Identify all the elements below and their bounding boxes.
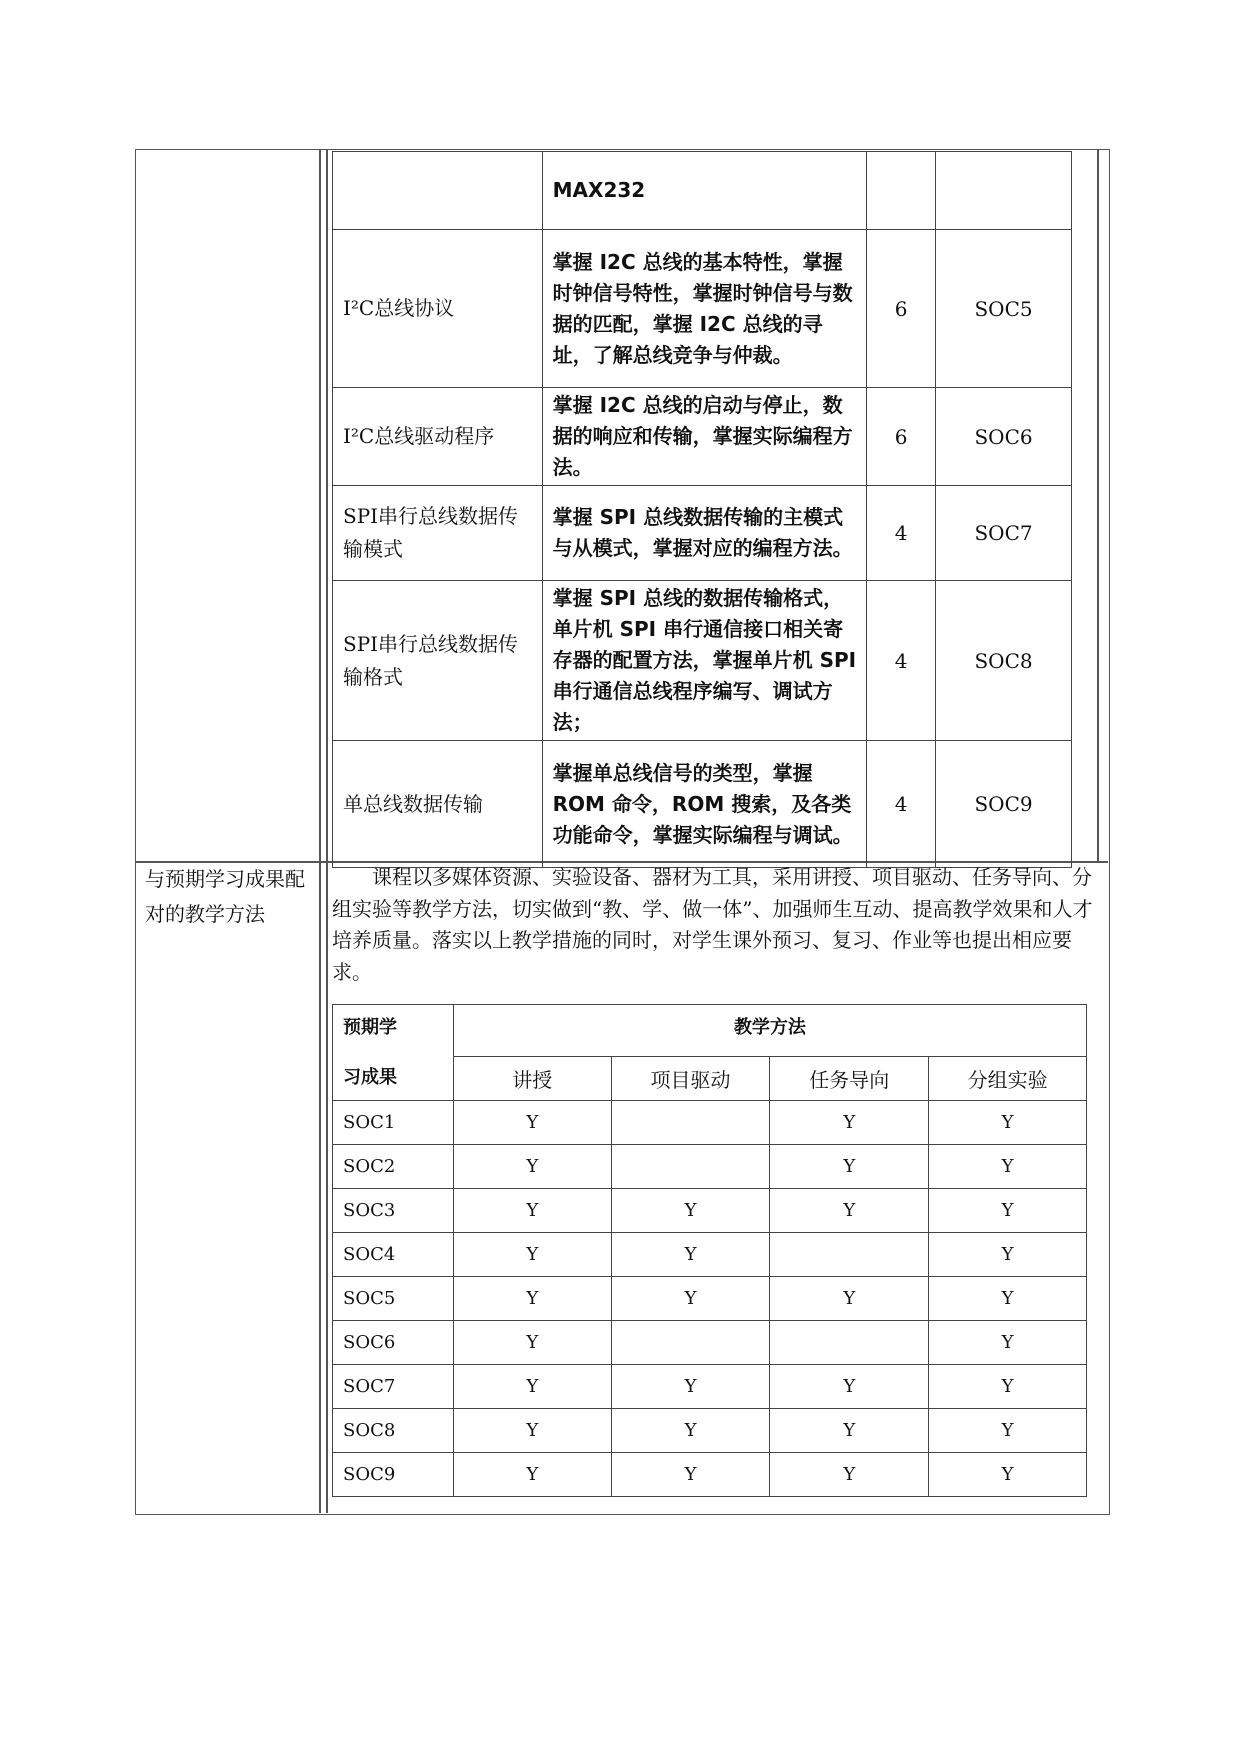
method-mark: Y	[453, 1321, 611, 1365]
outcome-header-line: 习成果	[343, 1067, 397, 1088]
topic-name: SPI串行总线数据传输格式	[333, 581, 543, 741]
method-mark: Y	[929, 1409, 1087, 1453]
method-mark: Y	[611, 1409, 770, 1453]
method-mark: Y	[770, 1277, 929, 1321]
topic-description: 掌握 SPI 总线的数据传输格式，单片机 SPI 串行通信接口相关寄存器的配置方法，掌握单片机 SPI 串行通信总线程序编写、调试方法；	[542, 581, 867, 741]
methods-header: 教学方法	[453, 1005, 1086, 1057]
outcome-code: SOC4	[333, 1233, 454, 1277]
topic-description: MAX232	[542, 152, 867, 230]
matrix-row	[333, 1321, 1087, 1365]
topic-hours: 6	[867, 230, 936, 388]
topic-hours: 4	[867, 741, 936, 868]
method-mark	[770, 1233, 929, 1277]
method-mark: Y	[929, 1233, 1087, 1277]
outcome-code: SOC3	[333, 1189, 454, 1233]
topic-description: 掌握 I2C 总线的启动与停止，数据的响应和传输，掌握实际编程方法。	[542, 388, 867, 486]
topic-hours: 4	[867, 581, 936, 741]
methods-paragraph: 课程以多媒体资源、实验设备、器材为工具，采用讲授、项目驱动、任务导向、分组实验等教学方法，切实做到“教、学、做一体”、加强师生互动、提高教学效果和人才培养质量。落实以上教学措施的同时，对学生课外预习、复习、作业等也提出相应要求。	[332, 865, 1093, 984]
topic-soc: SOC9	[936, 741, 1072, 868]
method-header: 项目驱动	[611, 1057, 770, 1101]
method-mark: Y	[770, 1365, 929, 1409]
topics-table	[332, 151, 1072, 868]
topic-soc: SOC8	[936, 581, 1072, 741]
topic-name: 单总线数据传输	[333, 741, 543, 868]
method-mark	[770, 1321, 929, 1365]
method-mark: Y	[611, 1453, 770, 1497]
method-mark	[611, 1321, 770, 1365]
method-mark: Y	[929, 1277, 1087, 1321]
method-header: 任务导向	[770, 1057, 929, 1101]
method-mark: Y	[611, 1233, 770, 1277]
method-mark	[611, 1145, 770, 1189]
topic-name: SPI串行总线数据传输模式	[333, 486, 543, 581]
topic-description: 掌握 I2C 总线的基本特性，掌握时钟信号特性，掌握时钟信号与数据的匹配，掌握 I2C 总线的寻址，了解总线竞争与仲裁。	[542, 230, 867, 388]
method-mark: Y	[929, 1189, 1087, 1233]
matrix-row	[333, 1101, 1087, 1145]
method-mark: Y	[453, 1453, 611, 1497]
matrix-row	[333, 1409, 1087, 1453]
method-mark: Y	[453, 1409, 611, 1453]
outcome-code: SOC7	[333, 1365, 454, 1409]
method-mark: Y	[929, 1321, 1087, 1365]
topic-soc: SOC6	[936, 388, 1072, 486]
method-mark: Y	[611, 1277, 770, 1321]
topic-row	[333, 230, 1072, 388]
topic-hours: 6	[867, 388, 936, 486]
topic-hours	[867, 152, 936, 230]
matrix-row	[333, 1189, 1087, 1233]
column-divider	[1097, 149, 1099, 861]
topic-description: 掌握单总线信号的类型，掌握ROM 命令，ROM 搜索，及各类功能命令，掌握实际编程与调试。	[542, 741, 867, 868]
method-mark: Y	[453, 1365, 611, 1409]
method-mark: Y	[929, 1101, 1087, 1145]
topic-hours: 4	[867, 486, 936, 581]
topic-name: I²C总线协议	[333, 230, 543, 388]
method-mark: Y	[770, 1453, 929, 1497]
methods-section-label: 与预期学习成果配对的教学方法	[145, 867, 305, 926]
column-divider	[319, 149, 321, 1513]
topic-soc	[936, 152, 1072, 230]
method-mark: Y	[770, 1409, 929, 1453]
topic-row	[333, 388, 1072, 486]
method-mark: Y	[453, 1233, 611, 1277]
topic-row	[333, 486, 1072, 581]
topic-description: 掌握 SPI 总线数据传输的主模式与从模式，掌握对应的编程方法。	[542, 486, 867, 581]
method-header: 讲授	[453, 1057, 611, 1101]
method-mark: Y	[453, 1145, 611, 1189]
outcome-code: SOC1	[333, 1101, 454, 1145]
matrix-row	[333, 1277, 1087, 1321]
method-mark: Y	[453, 1101, 611, 1145]
topic-soc: SOC7	[936, 486, 1072, 581]
topic-soc: SOC5	[936, 230, 1072, 388]
topic-row	[333, 581, 1072, 741]
outcome-header	[333, 1005, 454, 1101]
method-mark: Y	[770, 1189, 929, 1233]
method-mark: Y	[611, 1189, 770, 1233]
outcome-header-line: 预期学	[343, 1017, 397, 1038]
outcome-code: SOC8	[333, 1409, 454, 1453]
method-mark: Y	[453, 1277, 611, 1321]
matrix-row	[333, 1233, 1087, 1277]
topic-row	[333, 152, 1072, 230]
method-mark: Y	[929, 1145, 1087, 1189]
matrix-row	[333, 1145, 1087, 1189]
method-mark: Y	[770, 1101, 929, 1145]
matrix-row	[333, 1365, 1087, 1409]
outcome-code: SOC5	[333, 1277, 454, 1321]
method-mark: Y	[453, 1189, 611, 1233]
column-divider	[326, 149, 328, 1513]
method-mark: Y	[929, 1453, 1087, 1497]
method-mark: Y	[611, 1365, 770, 1409]
methods-matrix-table	[332, 1004, 1087, 1497]
outcome-code: SOC6	[333, 1321, 454, 1365]
method-mark: Y	[929, 1365, 1087, 1409]
method-mark	[611, 1101, 770, 1145]
outcome-code: SOC2	[333, 1145, 454, 1189]
topic-row	[333, 741, 1072, 868]
topic-name: I²C总线驱动程序	[333, 388, 543, 486]
matrix-row	[333, 1453, 1087, 1497]
method-header: 分组实验	[929, 1057, 1087, 1101]
outcome-code: SOC9	[333, 1453, 454, 1497]
topic-name	[333, 152, 543, 230]
method-mark: Y	[770, 1145, 929, 1189]
